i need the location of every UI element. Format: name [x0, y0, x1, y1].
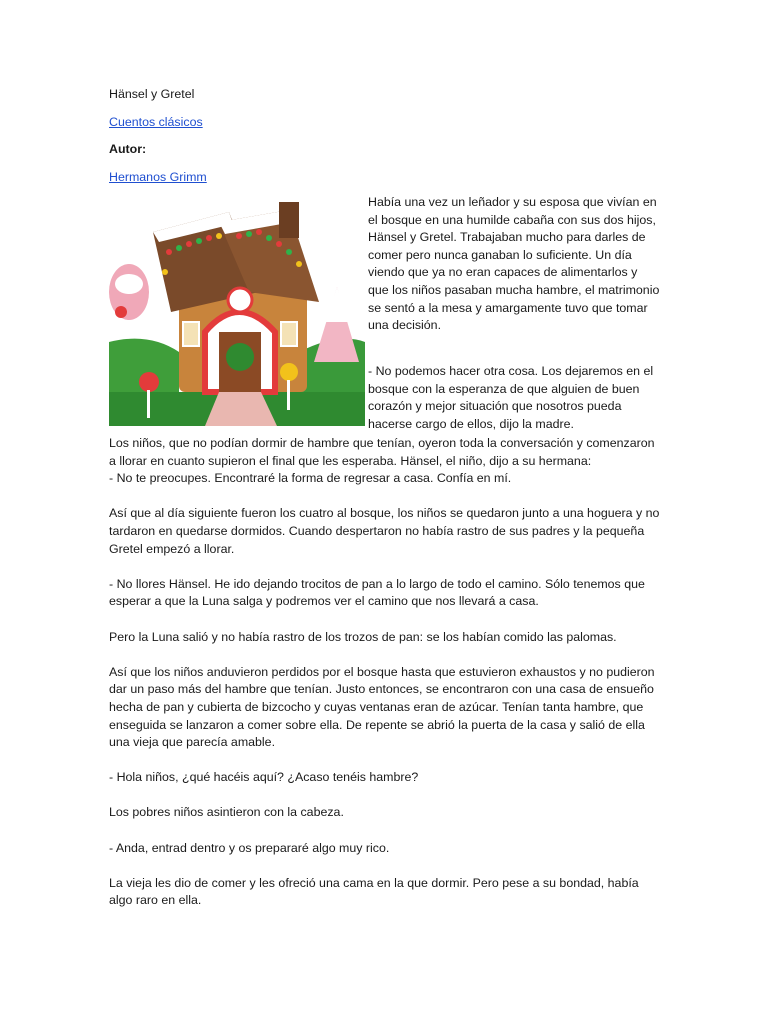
story-title: Hänsel y Gretel	[109, 87, 195, 101]
story-paragraph: - Anda, entrad dentro y os prepararé algo muy rico.	[109, 840, 390, 855]
gingerbread-house-image	[109, 192, 365, 426]
intro-paragraph-1: Había una vez un leñador y su esposa que vivían en el bosque en una humilde cabaña con sus dos hijos, Hänsel y Gretel. Trabajaban mucho para darles de comer pero nunca ganaban lo suficiente. Un día viendo que ya no eran capaces de alimentarlos y que los niños pasaban mucha hambre, el matrimonio se sentó a la mesa y amargamente tuvo que tomar una decisión.	[368, 195, 660, 333]
story-paragraph: Pero la Luna salió y no había rastro de los trozos de pan: se los habían comido las palomas.	[109, 629, 617, 644]
category-link[interactable]: Cuentos clásicos	[109, 115, 203, 129]
story-paragraph: Así que los niños anduvieron perdidos por el bosque hasta que estuvieron exhaustos y no pudieron dar un paso más del hambre que tenían. Justo entonces, se encontraron con una casa de ensueño hecha de pan y cubierta de bizcocho y cuyas ventanas eran de azúcar. Tenían tanta hambre, que enseguida se lanzaron a comer sobre ella. De repente se abrió la puerta de la casa y salió de ella una vieja que parecía amable.	[109, 664, 655, 750]
author-label: Autor:	[109, 142, 147, 156]
story-paragraph: - Hola niños, ¿qué hacéis aquí? ¿Acaso tenéis hambre?	[109, 770, 419, 785]
story-paragraph: Así que al día siguiente fueron los cuatro al bosque, los niños se quedaron junto a una hoguera y no tardaron en quedarse dormidos. Cuando despertaron no había rastro de sus padres y la pequeña Gretel empezó a llorar.	[109, 506, 660, 556]
intro-paragraph-2: - No podemos hacer otra cosa. Los dejaremos en el bosque con la esperanza de que alguien de buen corazón y mejor situación que nosotros pueda hacerse cargo de ellos, dijo la madre.	[368, 364, 654, 431]
story-paragraph: - No llores Hänsel. He ido dejando trocitos de pan a lo largo de todo el camino. Sólo tenemos que esperar a que la Luna salga y podremos ver el camino que nos llevará a casa.	[109, 576, 645, 609]
story-body	[109, 435, 661, 928]
story-paragraph: Los pobres niños asintieron con la cabeza.	[109, 805, 344, 820]
story-paragraph: La vieja les dio de comer y les ofreció una cama en la que dormir. Pero pese a su bondad, había algo raro en ella.	[109, 875, 639, 908]
story-paragraph: Los niños, que no podían dormir de hambre que tenían, oyeron toda la conversación y comenzaron a llorar en cuanto supieron el final que les esperaba. Hänsel, el niño, dijo a su hermana: - No te preocupes. Encontraré la forma de regresar a casa. Confía en mí.	[109, 436, 655, 486]
author-link[interactable]: Hermanos Grimm	[109, 170, 207, 184]
